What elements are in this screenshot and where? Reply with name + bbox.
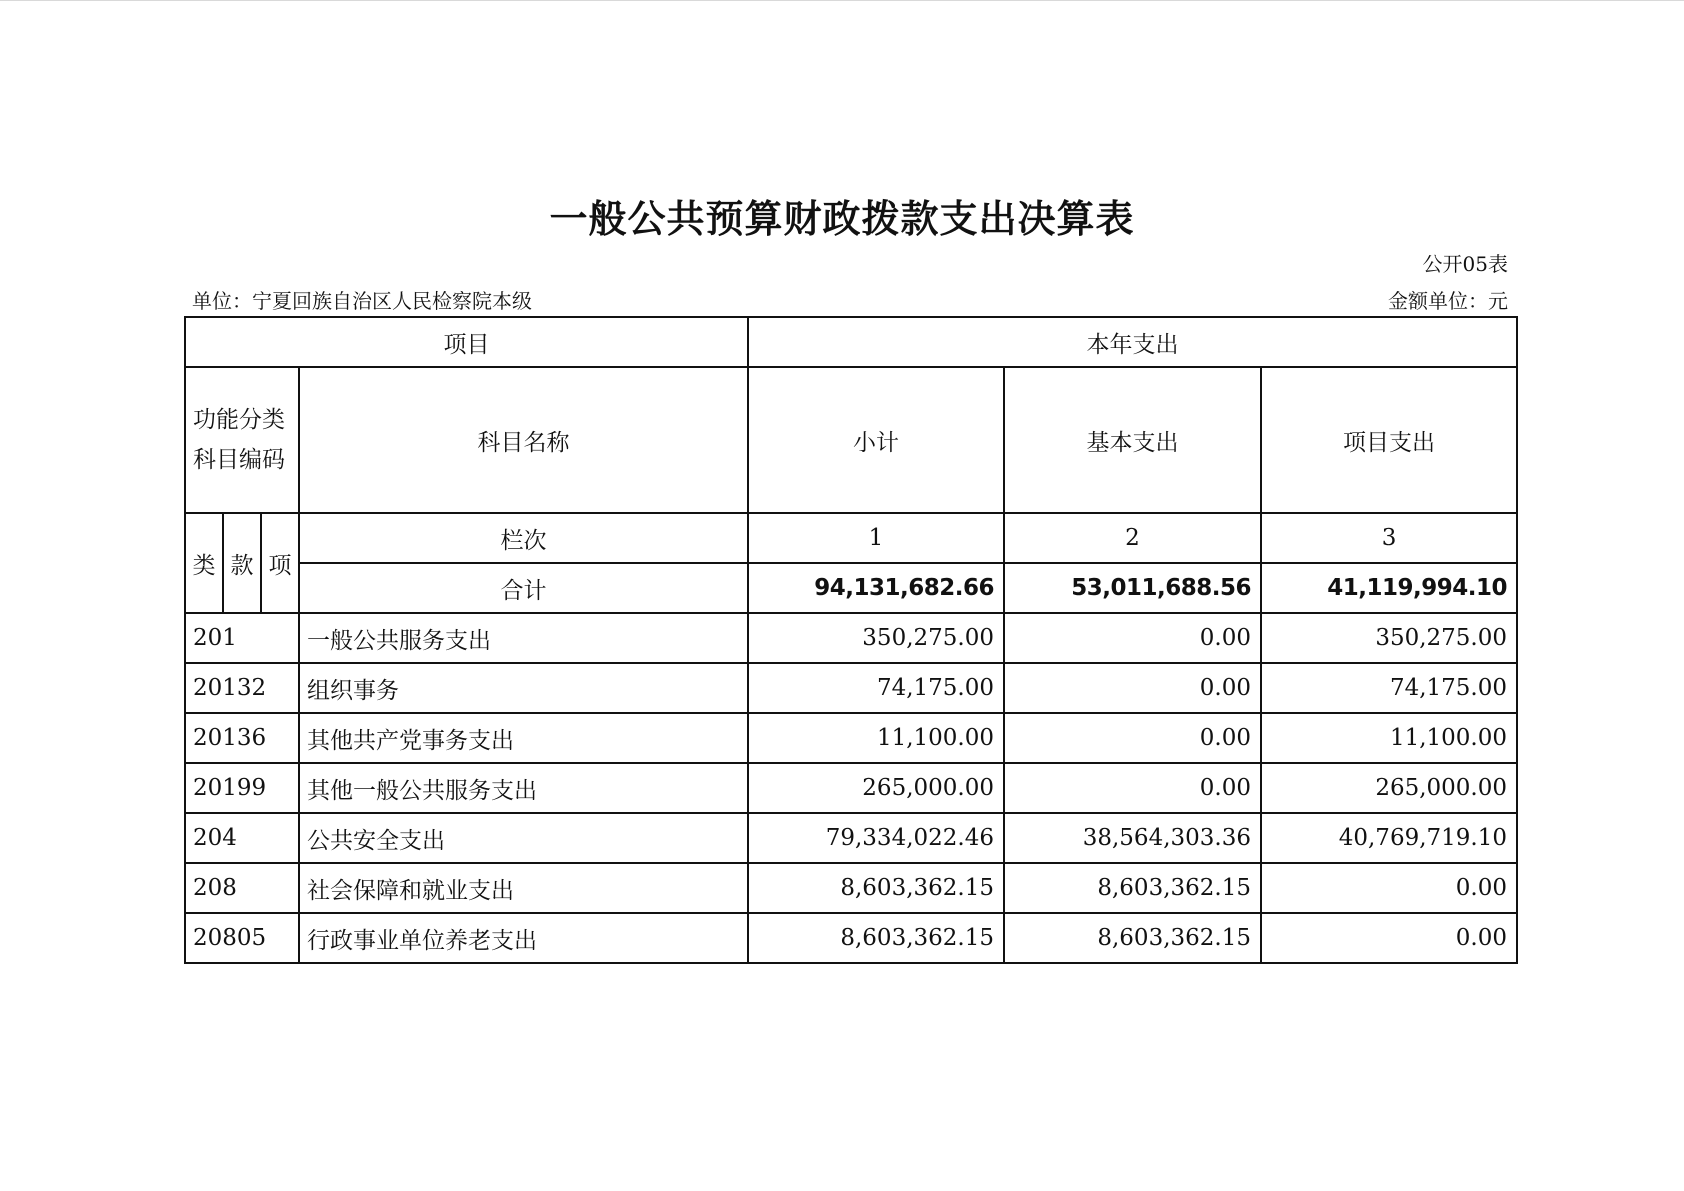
header-col1: 1 [748,513,1004,563]
header-subtotal: 小计 [748,367,1004,513]
header-lei: 类 [185,513,223,613]
unit-label: 单位：宁夏回族自治区人民检察院本级 [192,289,532,313]
row-code: 204 [185,813,299,863]
row-project: 0.00 [1261,863,1517,913]
row-name: 公共安全支出 [299,813,748,863]
row-code: 20136 [185,713,299,763]
header-this-year: 本年支出 [748,317,1517,367]
form-code: 公开05表 [1422,252,1508,276]
header-xiang: 项 [261,513,299,613]
header-project: 项目 [185,317,748,367]
row-subtotal: 11,100.00 [748,713,1004,763]
row-project: 11,100.00 [1261,713,1517,763]
row-subtotal: 265,000.00 [748,763,1004,813]
header-row-3 [185,513,1517,563]
header-row-1 [185,317,1517,367]
page-top-border [0,0,1684,1]
header-code-title-line1: 功能分类 [193,407,285,433]
table-row [185,663,1517,713]
row-code: 20199 [185,763,299,813]
total-basic: 53,011,688.56 [1004,563,1261,613]
row-subtotal: 79,334,022.46 [748,813,1004,863]
table-row [185,763,1517,813]
row-subtotal: 350,275.00 [748,613,1004,663]
table-row [185,913,1517,963]
total-label: 合计 [299,563,748,613]
row-subtotal: 8,603,362.15 [748,863,1004,913]
header-col3: 3 [1261,513,1517,563]
total-subtotal: 94,131,682.66 [748,563,1004,613]
header-lanci: 栏次 [299,513,748,563]
table-row [185,613,1517,663]
row-code: 201 [185,613,299,663]
row-basic: 0.00 [1004,763,1261,813]
header-code-title-line2: 科目编码 [193,447,285,473]
row-basic: 38,564,303.36 [1004,813,1261,863]
total-row [185,563,1517,613]
row-name: 组织事务 [299,663,748,713]
row-name: 一般公共服务支出 [299,613,748,663]
header-col2: 2 [1004,513,1261,563]
row-basic: 0.00 [1004,613,1261,663]
row-name: 其他一般公共服务支出 [299,763,748,813]
row-name: 行政事业单位养老支出 [299,913,748,963]
money-unit-label: 金额单位：元 [1388,289,1508,313]
row-project: 0.00 [1261,913,1517,963]
header-project-exp: 项目支出 [1261,367,1517,513]
table-row [185,813,1517,863]
row-project: 74,175.00 [1261,663,1517,713]
table-row [185,863,1517,913]
page-title: 一般公共预算财政拨款支出决算表 [549,197,1135,241]
header-basic: 基本支出 [1004,367,1261,513]
total-project: 41,119,994.10 [1261,563,1517,613]
row-code: 20132 [185,663,299,713]
row-basic: 0.00 [1004,713,1261,763]
header-code-title [185,367,299,513]
row-project: 265,000.00 [1261,763,1517,813]
row-basic: 8,603,362.15 [1004,913,1261,963]
row-project: 40,769,719.10 [1261,813,1517,863]
row-subtotal: 8,603,362.15 [748,913,1004,963]
header-row-2 [185,367,1517,513]
row-code: 20805 [185,913,299,963]
row-name: 社会保障和就业支出 [299,863,748,913]
row-name: 其他共产党事务支出 [299,713,748,763]
row-project: 350,275.00 [1261,613,1517,663]
table-row [185,713,1517,763]
row-subtotal: 74,175.00 [748,663,1004,713]
header-subject-name: 科目名称 [299,367,748,513]
budget-table [184,316,1518,964]
header-kuan: 款 [223,513,261,613]
row-basic: 0.00 [1004,663,1261,713]
row-basic: 8,603,362.15 [1004,863,1261,913]
row-code: 208 [185,863,299,913]
